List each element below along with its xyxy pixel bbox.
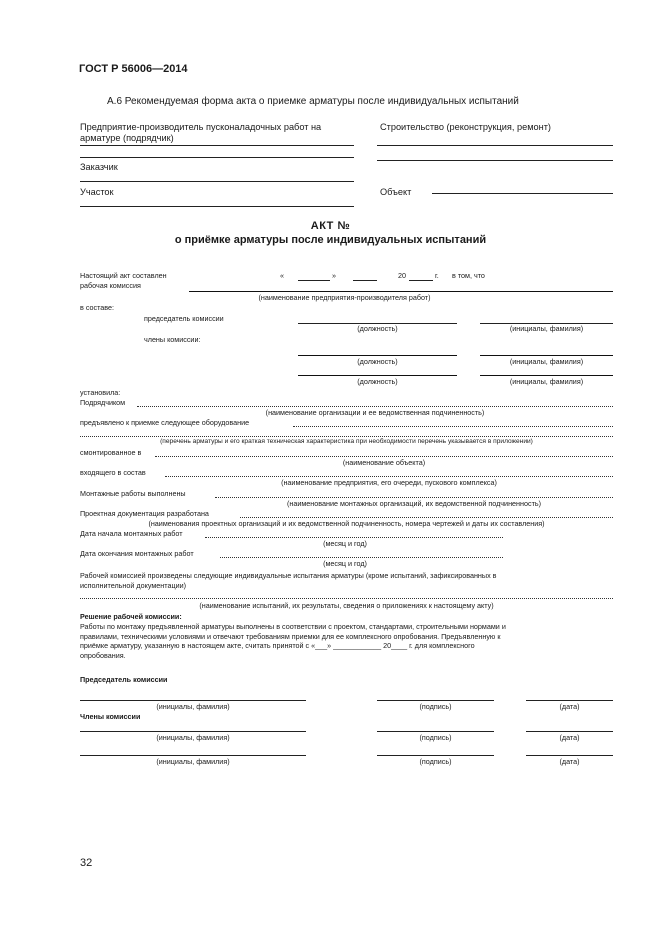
sig-member2-initials-field[interactable] [80,755,306,756]
end-date-label: Дата окончания монтажных работ [80,549,194,558]
year-field-line[interactable] [409,280,433,281]
month-field-line[interactable] [353,280,377,281]
sig-member1-signature-caption: (подпись) [419,733,452,742]
quote-close: » [332,271,336,280]
member1-initials-field[interactable] [480,355,613,356]
end-date-field[interactable] [220,557,503,558]
decision-line-4: опробования. [80,650,126,660]
contractor-label: Подрядчиком [80,398,126,407]
install-orgs-caption: (наименование монтажных организаций, их ведомственной подчиненность) [286,499,541,508]
start-date-caption: (месяц и год) [323,539,367,548]
start-date-field[interactable] [205,537,503,538]
object-label: Объект [380,187,412,197]
sig-chairman-date-field[interactable] [526,700,613,701]
member1-initials-caption: (инициалы, фамилия) [509,357,584,366]
act-subtitle: о приёмке арматуры после индивидуальных испытаний [174,234,487,246]
composed-label-line2: рабочая комиссия [80,281,141,290]
enterprise-caption: (наименование предприятия-производителя работ) [258,293,431,302]
sig-member2-date-caption: (дата) [559,757,580,766]
member2-position-field[interactable] [298,375,457,376]
start-date-label: Дата начала монтажных работ [80,529,183,538]
enterprise-field-line-2[interactable] [80,157,354,158]
end-date-caption: (месяц и год) [323,559,367,568]
sig-chairman-date-caption: (дата) [559,702,580,711]
decision-title: Решение рабочей комиссии: [80,612,182,621]
decision-line-2: правилами, техническими условиями и отвечают требованиям приемки для ее комплексного опробования. Предъявленную к [80,631,501,641]
section-title: А.6 Рекомендуемая форма акта о приемке арматуры после индивидуальных испытаний [107,96,519,107]
sig-member1-date-field[interactable] [526,731,613,732]
sig-chairman-initials-field[interactable] [80,700,306,701]
composition-label: в составе: [80,303,115,312]
tests-label-line1: Рабочей комиссией произведены следующие индивидуальные испытания арматуры (кроме испытаний, зафиксированных в [80,571,497,580]
sig-member2-initials-caption: (инициалы, фамилия) [156,757,230,766]
sig-chairman-label: Председатель комиссии [80,675,168,684]
enterprise-label-line1: Предприятие-производитель пусконаладочных работ на [80,122,322,132]
tests-caption: (наименование испытаний, их результаты, сведения о приложениях к настоящему акту) [199,601,494,610]
sig-member1-initials-caption: (инициалы, фамилия) [156,733,230,742]
day-field-line[interactable] [298,280,330,281]
decision-line-3: приёмке арматуру, указанную в настоящем акте, считать принятой с «___» ____________ 20____ г. для комплексного [80,641,475,650]
equipment-list-caption: (перечень арматуры и его краткая техническая характеристика при необходимости перечень указывается в приложении) [160,438,533,445]
act-title: АКТ № [310,220,351,232]
year-suffix: г. [435,271,439,280]
construction-field-line-2[interactable] [377,160,613,161]
chairman-label: председатель комиссии [144,314,224,323]
enterprise-field-line[interactable] [80,145,354,146]
part-of-label: входящего в состав [80,468,146,477]
enterprise-queue-caption: (наименование предприятия, его очереди, пускового комплекса) [281,478,497,487]
sig-member1-date-caption: (дата) [559,733,580,742]
sig-member2-signature-field[interactable] [377,755,494,756]
object-caption: (наименование объекта) [342,458,426,467]
composed-label-line1: Настоящий акт составлен [80,271,167,280]
sig-chairman-signature-caption: (подпись) [419,702,452,711]
member2-position-caption: (должность) [357,377,398,386]
sig-chairman-signature-field[interactable] [377,700,494,701]
object-field-line[interactable] [432,193,613,194]
chairman-position-caption: (должность) [357,324,398,333]
sig-member2-signature-caption: (подпись) [419,757,452,766]
presented-label: предъявлено к приемке следующее оборудование [80,418,250,427]
site-field-line[interactable] [80,206,354,207]
quote-open: « [280,271,284,280]
member1-position-caption: (должность) [357,357,398,366]
sig-chairman-initials-caption: (инициалы, фамилия) [156,702,230,711]
installed-by-field[interactable] [215,497,613,498]
sig-member2-date-field[interactable] [526,755,613,756]
enterprise-label-line2: арматуре (подрядчик) [80,133,174,143]
contractor-caption: (наименование организации и ее ведомственная подчиненность) [265,408,485,417]
year-prefix: 20 [398,271,406,280]
site-label: Участок [80,187,114,197]
presented-field-2[interactable] [80,436,613,437]
established-label: установила: [80,388,121,397]
page-number: 32 [80,857,93,869]
chairman-initials-caption: (инициалы, фамилия) [509,324,584,333]
members-label: члены комиссии: [144,335,201,344]
installed-by-label: Монтажные работы выполнены [80,489,186,498]
member1-position-field[interactable] [298,355,457,356]
design-doc-field[interactable] [240,517,613,518]
member2-initials-caption: (инициалы, фамилия) [509,377,584,386]
sig-member1-signature-field[interactable] [377,731,494,732]
customer-label: Заказчик [80,162,118,172]
decision-line-1: Работы по монтажу предъявленной арматуры выполнены в соответствии с проектом, стандартами, строительными нормами и [80,622,506,631]
customer-field-line[interactable] [80,181,354,182]
presented-field[interactable] [293,426,613,427]
member2-initials-field[interactable] [480,375,613,376]
including-label: в том, что [452,271,485,280]
tests-field[interactable] [80,598,613,599]
design-caption: (наименования проектных организаций и их ведомственной подчиненность, номера чертежей и даты их составления) [148,519,545,528]
design-doc-label: Проектная документация разработана [80,509,209,518]
standard-number: ГОСТ Р 56006—2014 [79,63,188,75]
part-of-field[interactable] [165,476,613,477]
sig-members-label: Члены комиссии [80,712,141,721]
enterprise-name-field[interactable] [189,291,613,292]
mounted-label: смонтированное в [80,448,142,457]
contractor-field[interactable] [137,406,613,407]
tests-label-line2: исполнительной документации) [80,581,186,590]
sig-member1-initials-field[interactable] [80,731,306,732]
mounted-field[interactable] [155,456,613,457]
construction-label: Строительство (реконструкция, ремонт) [380,122,551,132]
construction-field-line[interactable] [377,145,613,146]
